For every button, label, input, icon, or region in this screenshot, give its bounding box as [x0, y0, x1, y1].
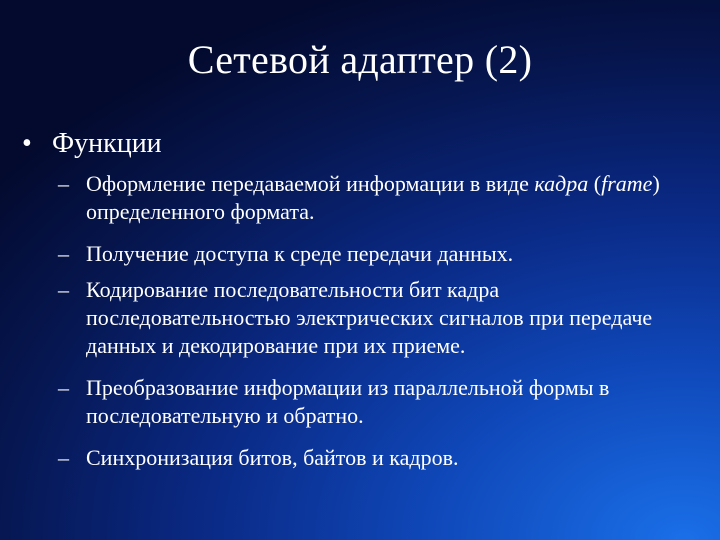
dash-marker: –	[58, 241, 69, 266]
dash-marker: –	[58, 277, 69, 302]
sub-item-text: Синхронизация битов, байтов и кадров.	[86, 445, 459, 470]
text-part: ) определенного формата.	[86, 171, 660, 224]
sub-item-text: Преобразование информации из параллельной формы в последовательную и обратно.	[86, 375, 610, 428]
bullet-dot: •	[22, 128, 32, 159]
sub-item-framing	[58, 170, 708, 226]
sub-item-text: Получение доступа к среде передачи данных.	[86, 241, 514, 266]
sub-item-access	[58, 240, 708, 268]
italic-term: frame	[601, 171, 653, 196]
sub-item-text	[58, 170, 708, 226]
slide-title: Сетевой адаптер (2)	[187, 37, 533, 82]
sub-item-encoding	[58, 276, 708, 360]
bullet-label: Функции	[52, 128, 162, 159]
dash-marker: –	[58, 171, 69, 196]
italic-term: кадра	[534, 171, 589, 196]
sub-item-text: Кодирование последовательности бит кадра последовательностью электрических сигналов при передаче данных и декодирование при их приеме.	[86, 277, 653, 358]
bullet-functions	[22, 126, 162, 162]
sub-item-conversion	[58, 374, 708, 430]
sub-item-sync	[58, 444, 708, 472]
dash-marker: –	[58, 375, 69, 400]
text-part: (	[588, 171, 602, 196]
dash-marker: –	[58, 445, 69, 470]
text-part: Оформление передаваемой информации в виде	[86, 171, 535, 196]
